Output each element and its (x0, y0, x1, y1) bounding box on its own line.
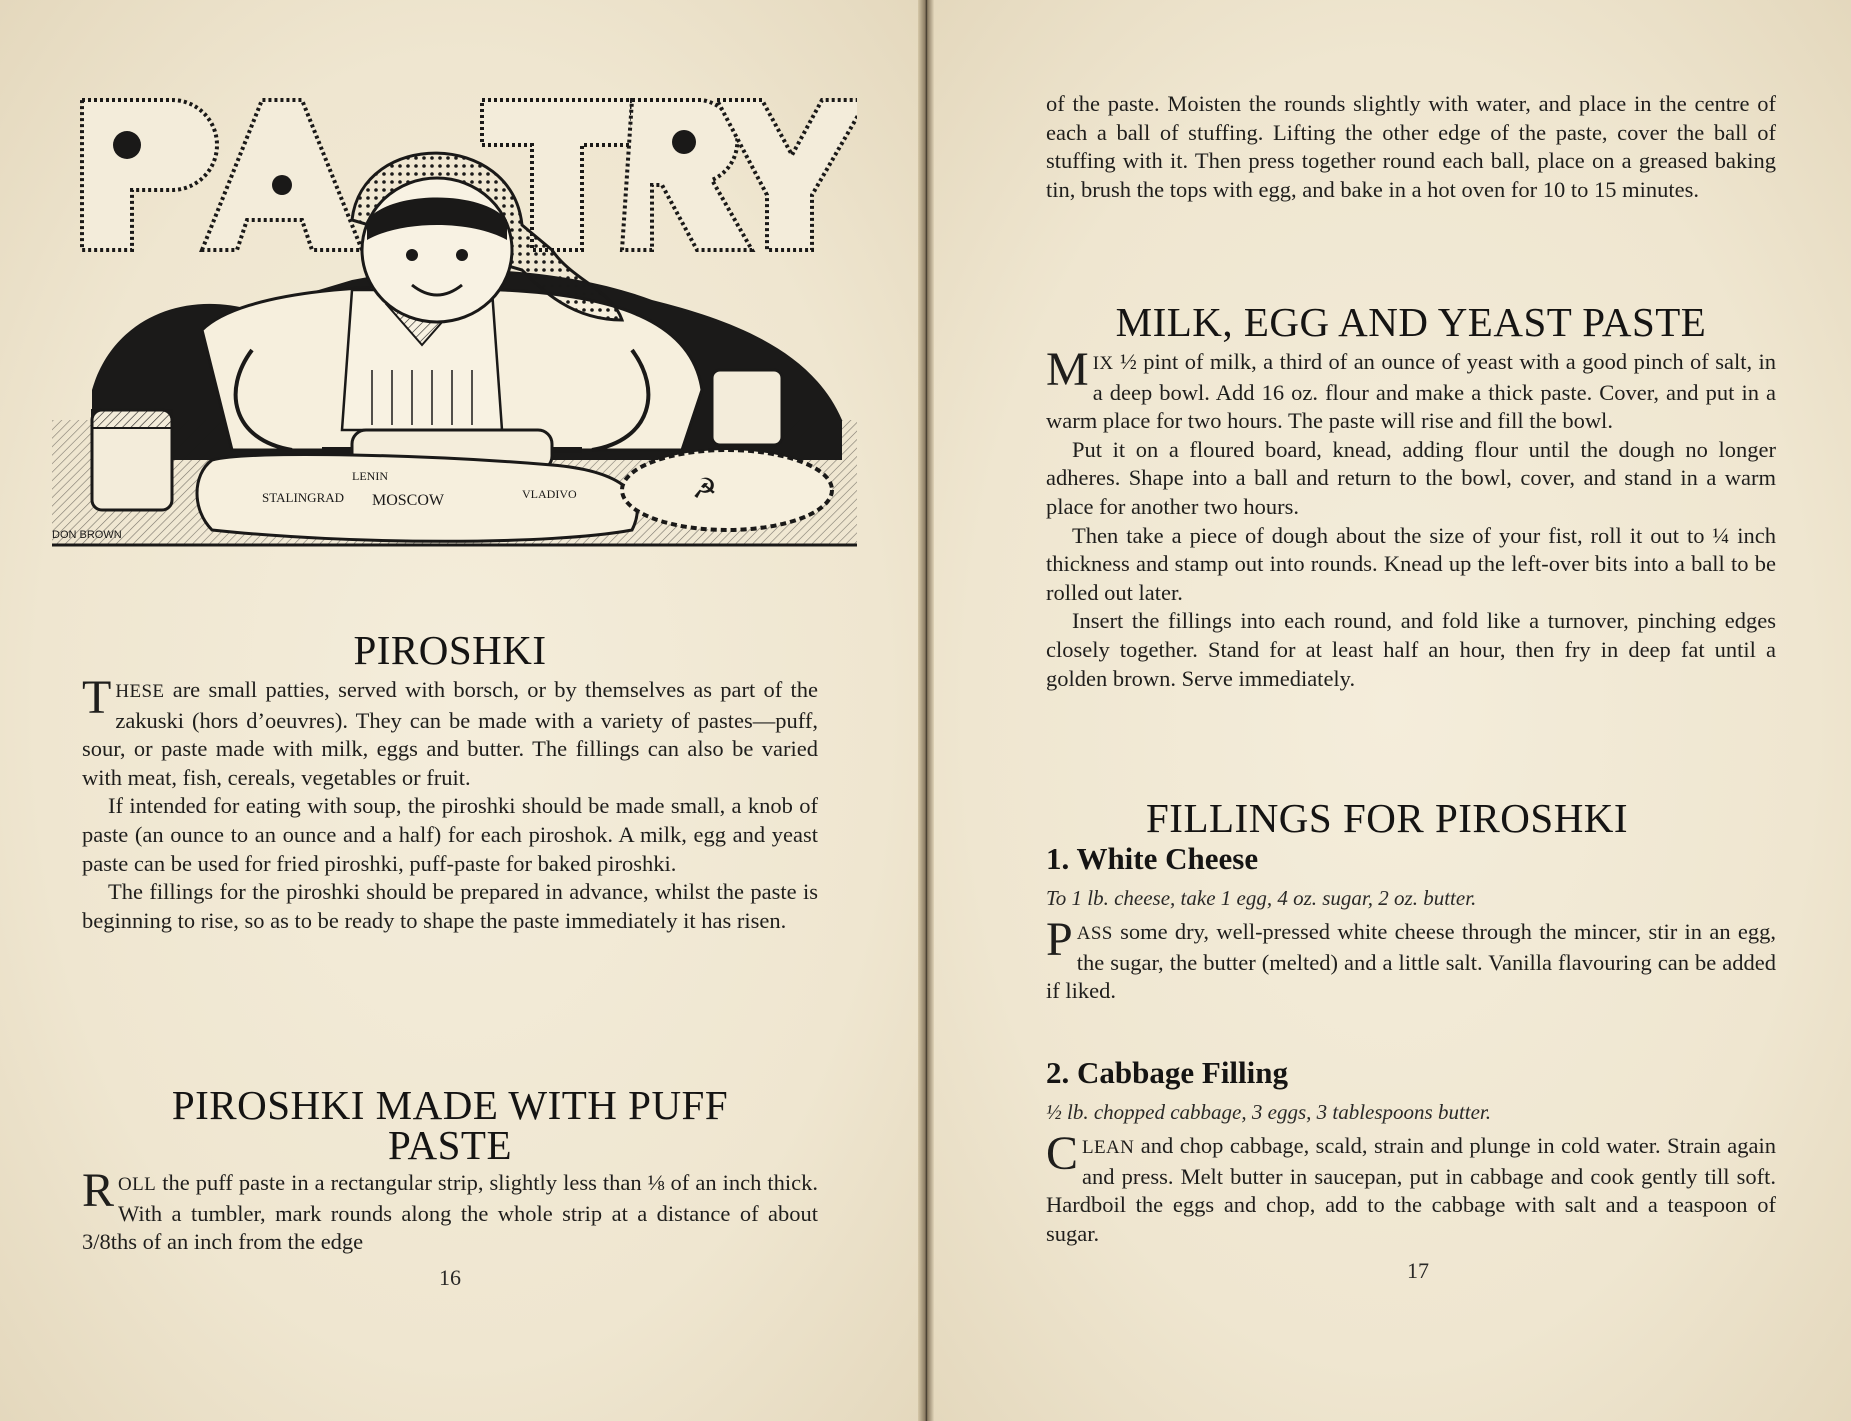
lead-in-caps: IX (1092, 353, 1114, 374)
piroshki-section (82, 627, 818, 935)
puff-continuation (1046, 90, 1776, 204)
subheading-white-cheese: 1. White Cheese (1046, 841, 1259, 876)
milk-paragraph-2: Put it on a floured board, knead, adding flour until the dough no longer adheres. Shape into a ball and return to the bowl, cover, and stand in a warm place for another two hours. (1046, 436, 1776, 519)
drop-cap: T (82, 671, 112, 724)
puff-paste-section (82, 1082, 818, 1257)
cheese-ingredients: To 1 lb. cheese, take 1 egg, 4 oz. sugar, 2 oz. butter. (1046, 886, 1477, 910)
milk-paragraph-1 (1046, 343, 1776, 436)
puff-paragraph-1 (82, 1164, 818, 1257)
cheese-paragraph-1 (1046, 913, 1776, 1006)
book-gutter (918, 0, 934, 1421)
white-cheese-section (1046, 842, 1776, 1006)
pastry-illustration (52, 90, 857, 550)
continuation-paragraph: of the paste. Moisten the rounds slightly with water, and place in the centre of each a ball of stuffing. Lifting the other edge of the paste, cover the ball of stuffing with it. Then press together round each ball, place on a greased baking tin, brush the tops with egg, and bake in a hot oven for 10 to 15 minutes. (1046, 91, 1776, 202)
page-number-left: 16 (439, 1265, 461, 1290)
dough-word-lenin: LENIN (352, 469, 388, 483)
drop-cap: R (82, 1164, 115, 1217)
section-heading-piroshki: PIROSHKI (353, 627, 547, 673)
dough-word-moscow: MOSCOW (372, 492, 445, 509)
cabbage-ingredients: ½ lb. chopped cabbage, 3 eggs, 3 tablespoons butter. (1046, 1100, 1492, 1124)
piroshki-paragraph-1 (82, 671, 818, 792)
drop-cap: P (1046, 913, 1073, 966)
svg-text:☭: ☭ (692, 474, 718, 505)
lead-in-caps: OLL (118, 1174, 157, 1195)
fillings-heading-block (1046, 795, 1776, 841)
cabbage-filling-section (1046, 1056, 1776, 1248)
page-number-right: 17 (1407, 1258, 1429, 1283)
heading-line-2: PASTE (387, 1122, 513, 1168)
subheading-cabbage: 2. Cabbage Filling (1046, 1055, 1289, 1090)
paragraph-text: the puff paste in a rectangular strip, slightly less than ⅛ of an inch thick. With a tumbler, mark rounds along the whole strip at a distance of about 3/8ths of an inch from the edge (82, 1170, 818, 1255)
dough-word-vladivo: VLADIVO (522, 487, 577, 501)
section-heading-milk: MILK, EGG AND YEAST PASTE (1115, 299, 1707, 345)
lead-in-caps: HESE (115, 681, 165, 702)
section-heading-puff (82, 1082, 818, 1168)
paragraph-text: and chop cabbage, scald, strain and plunge in cold water. Strain again and press. Melt butter in saucepan, put in cabbage and cook gently till soft. Hardboil the eggs and chop, add to the cabbage with salt and a teaspoon of sugar. (1046, 1133, 1776, 1246)
piroshki-paragraph-2: If intended for eating with soup, the piroshki should be made small, a knob of paste (an ounce to an ounce and a half) for each piroshok. A milk, egg and yeast paste can be used for fried piroshki, puff-paste for baked piroshki. (82, 793, 818, 876)
paragraph-text: some dry, well-pressed white cheese through the mincer, stir in an egg, the sugar, the butter (melted) and a little salt. Vanilla flavouring can be added if liked. (1046, 919, 1776, 1004)
paragraph-text: are small patties, served with borsch, or by themselves as part of the zakuski (hors d’oeuvres). They can be made with a variety of pastes—puff, sour, or paste made with milk, eggs and butter. The fillings can also be varied with meat, fish, cereals, vegetables or fruit. (82, 677, 818, 790)
section-heading-fillings: FILLINGS FOR PIROSHKI (1146, 795, 1629, 841)
dough-word-stalingrad: STALINGRAD (262, 490, 345, 505)
heading-line-1: PIROSHKI MADE WITH PUFF (171, 1082, 729, 1128)
piroshki-paragraph-3: The fillings for the piroshki should be prepared in advance, whilst the paste is beginning to rise, so as to be ready to shape the paste immediately it has risen. (82, 879, 818, 933)
paragraph-text: ½ pint of milk, a third of an ounce of yeast with a good pinch of salt, in a deep bowl. Add 16 oz. flour and make a thick paste. Cover, and put in a warm place for two hours. The paste will rise and fill the bowl. (1046, 349, 1776, 434)
milk-paragraph-4: Insert the fillings into each round, and fold like a turnover, pinching edges closely together. Stand for at least half an hour, then fry in deep fat until a golden brown. Serve immediately. (1046, 608, 1776, 691)
lead-in-caps: ASS (1076, 923, 1113, 944)
illustrator-signature: DON BROWN (52, 529, 122, 541)
milk-paragraph-3: Then take a piece of dough about the size of your fist, roll it out to ¼ inch thickness and stamp out into rounds. Knead up the left-over bits into a ball to be rolled out later. (1046, 522, 1776, 605)
drop-cap: C (1046, 1127, 1079, 1180)
lead-in-caps: LEAN (1082, 1137, 1135, 1158)
cabbage-paragraph-1 (1046, 1127, 1776, 1248)
drop-cap: M (1046, 343, 1089, 396)
milk-egg-yeast-section (1046, 299, 1776, 693)
